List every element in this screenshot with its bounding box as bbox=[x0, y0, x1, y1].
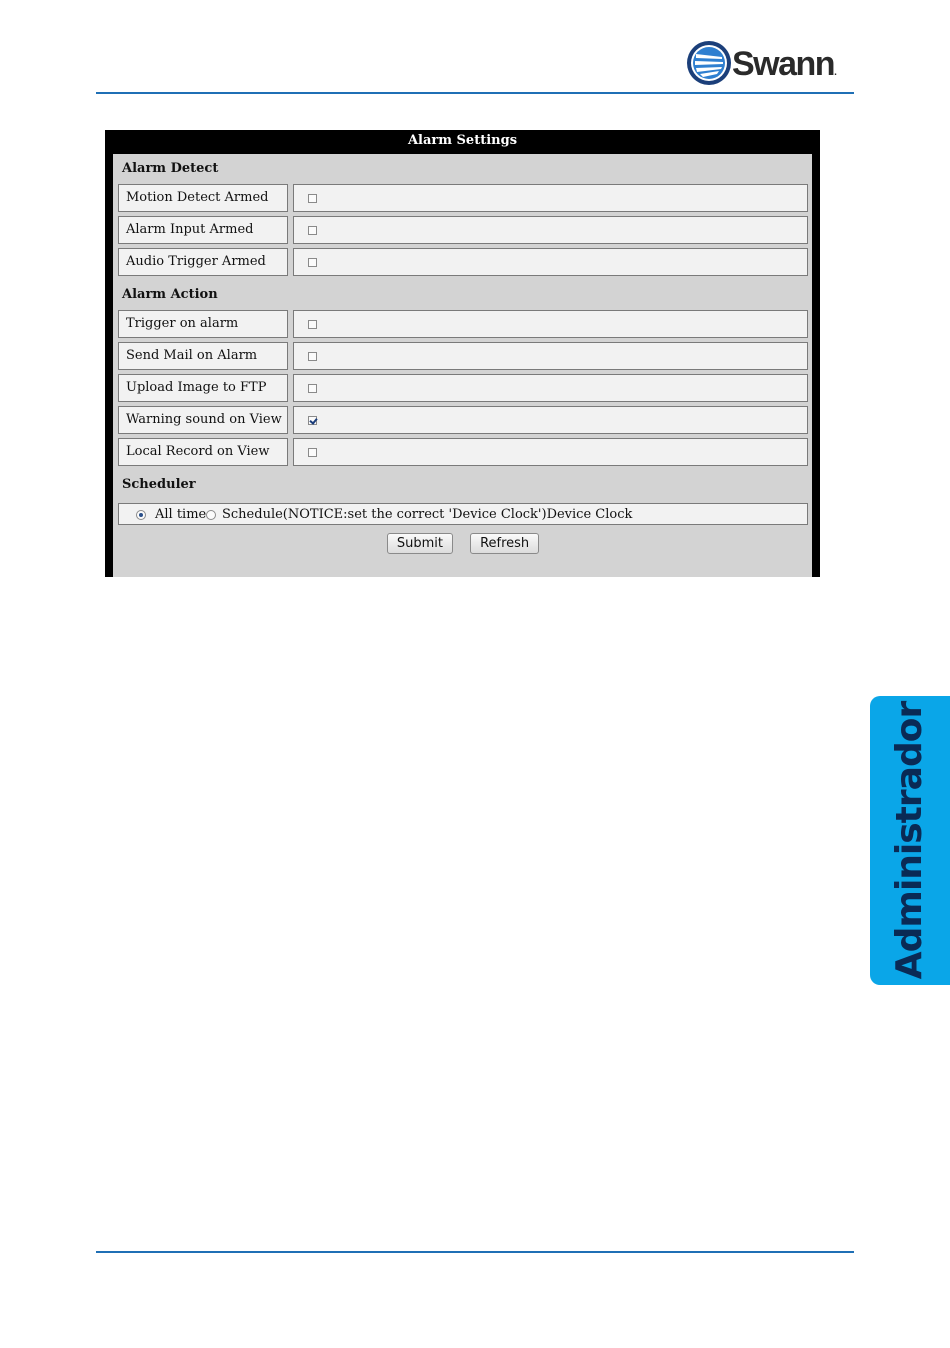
row-label: Send Mail on Alarm bbox=[118, 342, 288, 370]
side-tab-label: Administrador bbox=[889, 701, 931, 980]
schedule-label: Schedule(NOTICE:set the correct 'Device Clock')Device Clock bbox=[222, 507, 633, 522]
section-alarm-action: Alarm Action bbox=[122, 287, 218, 302]
row-label: Upload Image to FTP bbox=[118, 374, 288, 402]
button-bar bbox=[118, 532, 808, 554]
send-mail-on-alarm-checkbox[interactable] bbox=[308, 352, 317, 361]
alarm-input-armed-checkbox[interactable] bbox=[308, 226, 317, 235]
row-label: Warning sound on View bbox=[118, 406, 288, 434]
row-alarm-input-armed bbox=[118, 216, 808, 244]
row-label: Local Record on View bbox=[118, 438, 288, 466]
row-value bbox=[293, 184, 808, 212]
row-upload-image-to-ftp bbox=[118, 374, 808, 402]
row-label: Trigger on alarm bbox=[118, 310, 288, 338]
row-value bbox=[293, 248, 808, 276]
row-value bbox=[293, 374, 808, 402]
row-label: Audio Trigger Armed bbox=[118, 248, 288, 276]
all-time-radio[interactable] bbox=[136, 510, 146, 520]
row-send-mail-on-alarm bbox=[118, 342, 808, 370]
trigger-on-alarm-checkbox[interactable] bbox=[308, 320, 317, 329]
scheduler-options bbox=[118, 503, 808, 525]
all-time-label: All time bbox=[155, 507, 207, 522]
audio-trigger-armed-checkbox[interactable] bbox=[308, 258, 317, 267]
footer-divider bbox=[96, 1251, 854, 1253]
row-audio-trigger-armed bbox=[118, 248, 808, 276]
row-value bbox=[293, 438, 808, 466]
schedule-radio[interactable] bbox=[206, 510, 216, 520]
refresh-button[interactable]: Refresh bbox=[470, 533, 539, 554]
row-label: Motion Detect Armed bbox=[118, 184, 288, 212]
section-alarm-detect: Alarm Detect bbox=[122, 161, 219, 176]
row-label: Alarm Input Armed bbox=[118, 216, 288, 244]
row-value bbox=[293, 342, 808, 370]
swann-globe-icon bbox=[686, 40, 732, 86]
brand-name: Swann. bbox=[732, 45, 837, 83]
header-divider bbox=[96, 92, 854, 94]
alarm-settings-panel bbox=[105, 130, 820, 577]
row-motion-detect-armed bbox=[118, 184, 808, 212]
warning-sound-on-view-checkbox[interactable] bbox=[308, 416, 317, 425]
row-value bbox=[293, 406, 808, 434]
panel-body bbox=[113, 154, 812, 577]
section-scheduler: Scheduler bbox=[122, 477, 196, 492]
panel-title: Alarm Settings bbox=[407, 133, 518, 148]
upload-image-to-ftp-checkbox[interactable] bbox=[308, 384, 317, 393]
row-local-record-on-view bbox=[118, 438, 808, 466]
swann-logo bbox=[686, 40, 856, 88]
local-record-on-view-checkbox[interactable] bbox=[308, 448, 317, 457]
row-value bbox=[293, 216, 808, 244]
row-value bbox=[293, 310, 808, 338]
side-tab-label-wrap bbox=[870, 696, 950, 985]
row-warning-sound-on-view bbox=[118, 406, 808, 434]
motion-detect-armed-checkbox[interactable] bbox=[308, 194, 317, 203]
row-trigger-on-alarm bbox=[118, 310, 808, 338]
submit-button[interactable]: Submit bbox=[387, 533, 453, 554]
